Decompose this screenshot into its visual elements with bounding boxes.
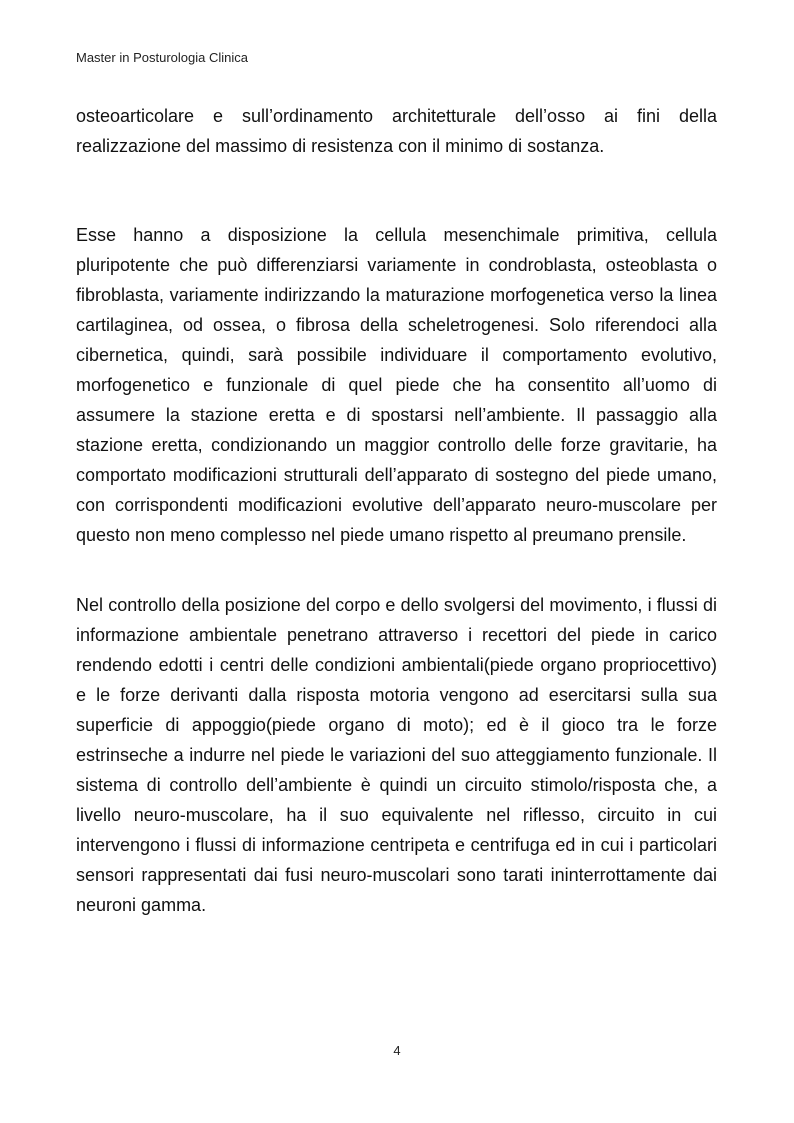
body-paragraph-3: Nel controllo della posizione del corpo e dello svolgersi del movimento, i flussi di informazione ambientale penetrano attraverso i recettori del piede in carico rendendo edotti i centri delle condizioni ambientali(piede organo propriocettivo) e le forze derivanti dalla risposta motoria vengono ad esercitarsi sulla sua superficie di appoggio(piede organo di moto); ed è il gioco tra le forze estrinseche a indurre nel piede le variazioni del suo atteggiamento funzionale. Il sistema di controllo dell’ambiente è quindi un circuito stimolo/risposta che, a livello neuro-muscolare, ha il suo equivalente nel riflesso, circuito in cui intervengono i flussi di informazione centripeta e centrifuga ed in cui i particolari sensori rappresentati dai fusi neuro-muscolari sono tarati ininterrottamente dai neuroni gamma. — [76, 595, 717, 915]
page-number: 4 — [393, 1043, 401, 1058]
body-paragraph-2: Esse hanno a disposizione la cellula mesenchimale primitiva, cellula pluripotente che può differenziarsi variamente in condroblasta, osteoblasta o fibroblasta, variamente indirizzando la maturazione morfogenetica verso la linea cartilaginea, od ossea, o fibrosa della scheletrogenesi. Solo riferendoci alla cibernetica, quindi, sarà possibile individuare il comportamento evolutivo, morfogenetico e funzionale di quel piede che ha consentito all’uomo di assumere la stazione eretta e di spostarsi nell’ambiente. Il passaggio alla stazione eretta, condizionando un maggior controllo delle forze gravitarie, ha comportato modificazioni strutturali dell’apparato di sostegno del piede umano, con corrispondenti modificazioni evolutive dell’apparato neuro-muscolare per questo non meno complesso nel piede umano rispetto al preumano prensile. — [76, 225, 717, 545]
running-header: Master in Posturologia Clinica — [76, 50, 248, 65]
body-paragraph-1: osteoarticolare e sull’ordinamento architetturale dell’osso ai fini della realizzazione del massimo di resistenza con il minimo di sostanza. — [76, 106, 717, 156]
